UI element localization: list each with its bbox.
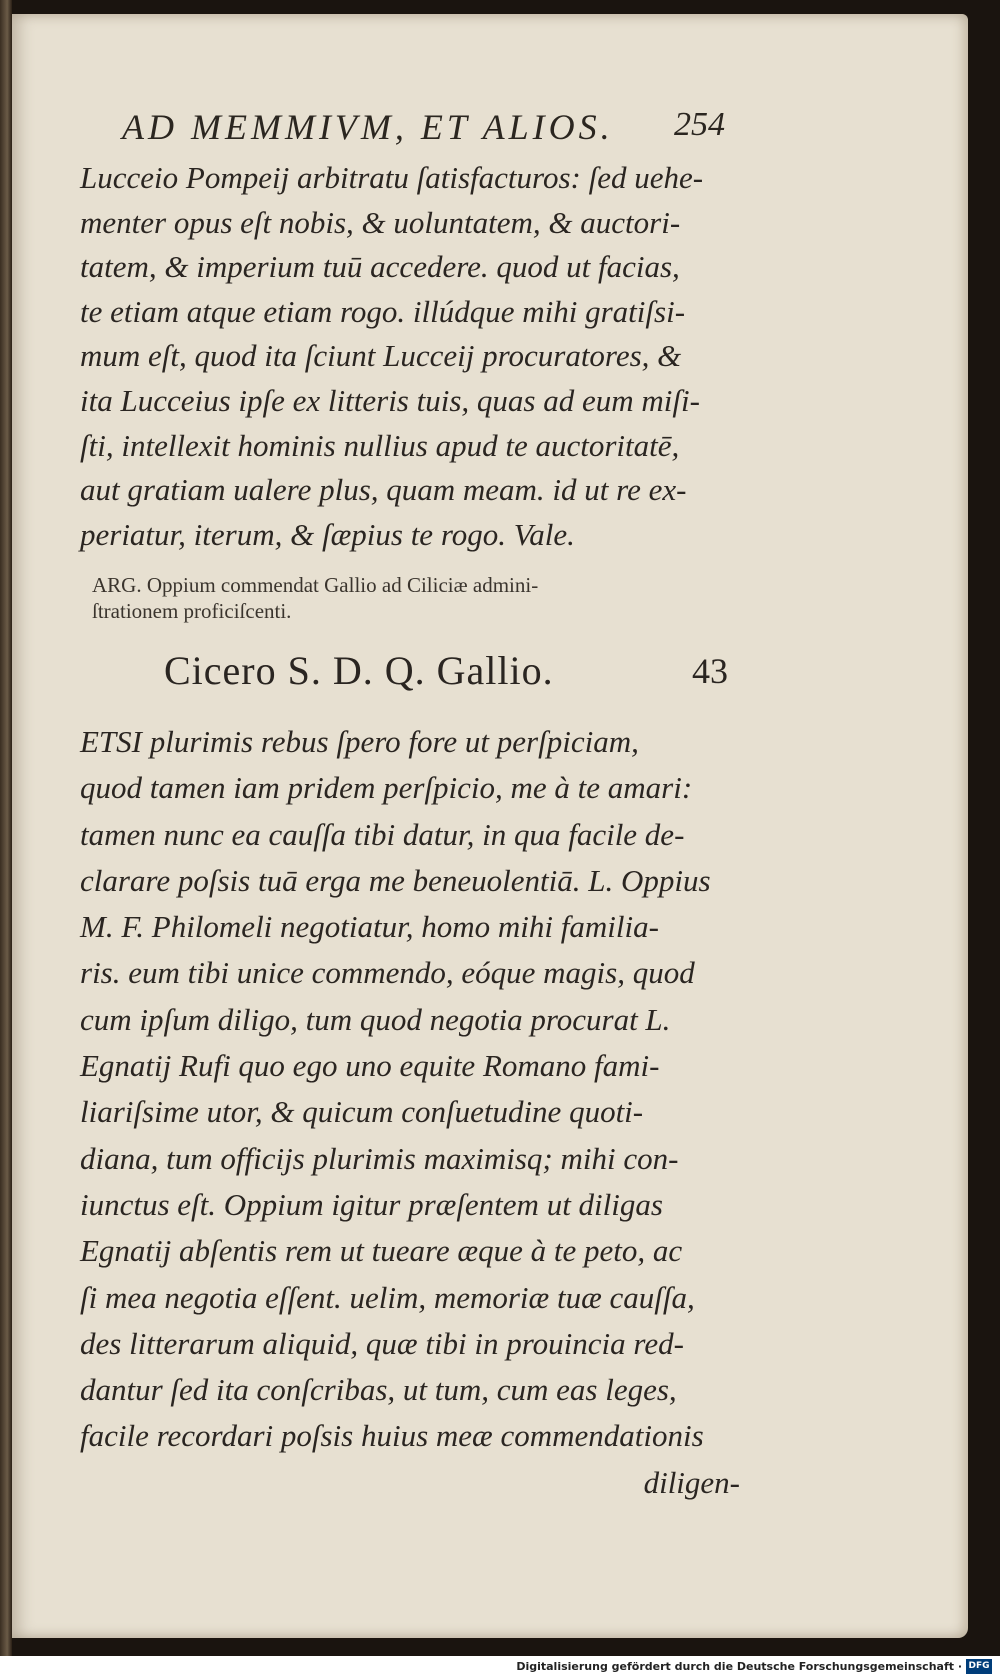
text-line: clarare poſsis tuā erga me beneuolentiā. L. Oppius [80,862,711,898]
text-line: cum ipſum diligo, tum quod negotia procurat L. [80,1001,671,1037]
running-title: AD MEMMIVM, ET ALIOS. [122,107,614,147]
text-line: ſti, intellexit hominis nullius apud te auctoritatē, [80,427,680,463]
letter-1-text [80,156,740,557]
text-line: diana, tum officijs plurimis maximisq; mihi con- [80,1140,679,1176]
text-line: des litterarum aliquid, quæ tibi in prouincia red- [80,1325,684,1361]
argument-summary [92,572,752,624]
letter-2-number: 43 [692,651,728,691]
text-line: ſi mea negotia eſſent. uelim, memoriæ tuæ cauſſa, [80,1279,695,1315]
letter-2-heading: Cicero S. D. Q. Gallio. [164,648,554,693]
footer-credit: Digitalisierung gefördert durch die Deutsche Forschungsgemeinschaft · [516,1660,962,1673]
text-line: M. F. Philomeli negotiatur, homo mihi familia- [80,909,659,945]
text-line: liariſsime utor, & quicum conſuetudine quoti- [80,1094,644,1130]
text-line: dantur ſed ita conſcribas, ut tum, cum eas leges, [80,1372,677,1408]
text-line: ita Lucceius ipſe ex litteris tuis, quas ad eum miſi- [80,382,700,418]
text-line: tamen nunc ea cauſſa tibi datur, in qua facile de- [80,816,685,852]
argument-line: ſtrationem proficiſcenti. [92,599,292,623]
footer-bar [0,1656,1000,1679]
argument-line: ARG. Oppium commendat Gallio ad Ciliciæ admini- [92,573,539,597]
text-line: ETSI plurimis rebus ſpero fore ut perſpiciam, [80,724,639,759]
folio-number: 254 [674,106,725,143]
text-line: periatur, iterum, & ſæpius te rogo. Vale. [80,516,575,552]
text-line: Egnatij Rufi quo ego uno equite Romano fami- [80,1048,660,1084]
text-line: iunctus eſt. Oppium igitur præſentem ut diligas [80,1186,663,1222]
letter-2-text [80,719,740,1506]
dfg-logo: DFG [966,1659,992,1674]
binding-edge [0,0,12,1656]
text-line: quod tamen iam pridem perſpicio, me à te amari: [80,770,693,806]
text-line: tatem, & imperium tuū accedere. quod ut facias, [80,249,680,285]
text-line: Lucceio Pompeij arbitratu ſatisfacturos: ſed uehe- [80,160,704,195]
text-line: facile recordari poſsis huius meæ commendationis [80,1418,704,1454]
book-page [12,14,968,1638]
text-line: Egnatij abſentis rem ut tueare æque à te peto, ac [80,1233,683,1269]
text-line: menter opus eſt nobis, & uoluntatem, & auctori- [80,204,681,240]
text-line: aut gratiam ualere plus, quam meam. id ut re ex- [80,472,687,508]
text-line: te etiam atque etiam rogo. illúdque mihi gratiſsi- [80,293,686,329]
text-line: ris. eum tibi unice commendo, eóque magis, quod [80,955,695,991]
catchword: diligen- [643,1464,740,1500]
text-line: mum eſt, quod ita ſciunt Lucceij procuratores, & [80,338,682,374]
